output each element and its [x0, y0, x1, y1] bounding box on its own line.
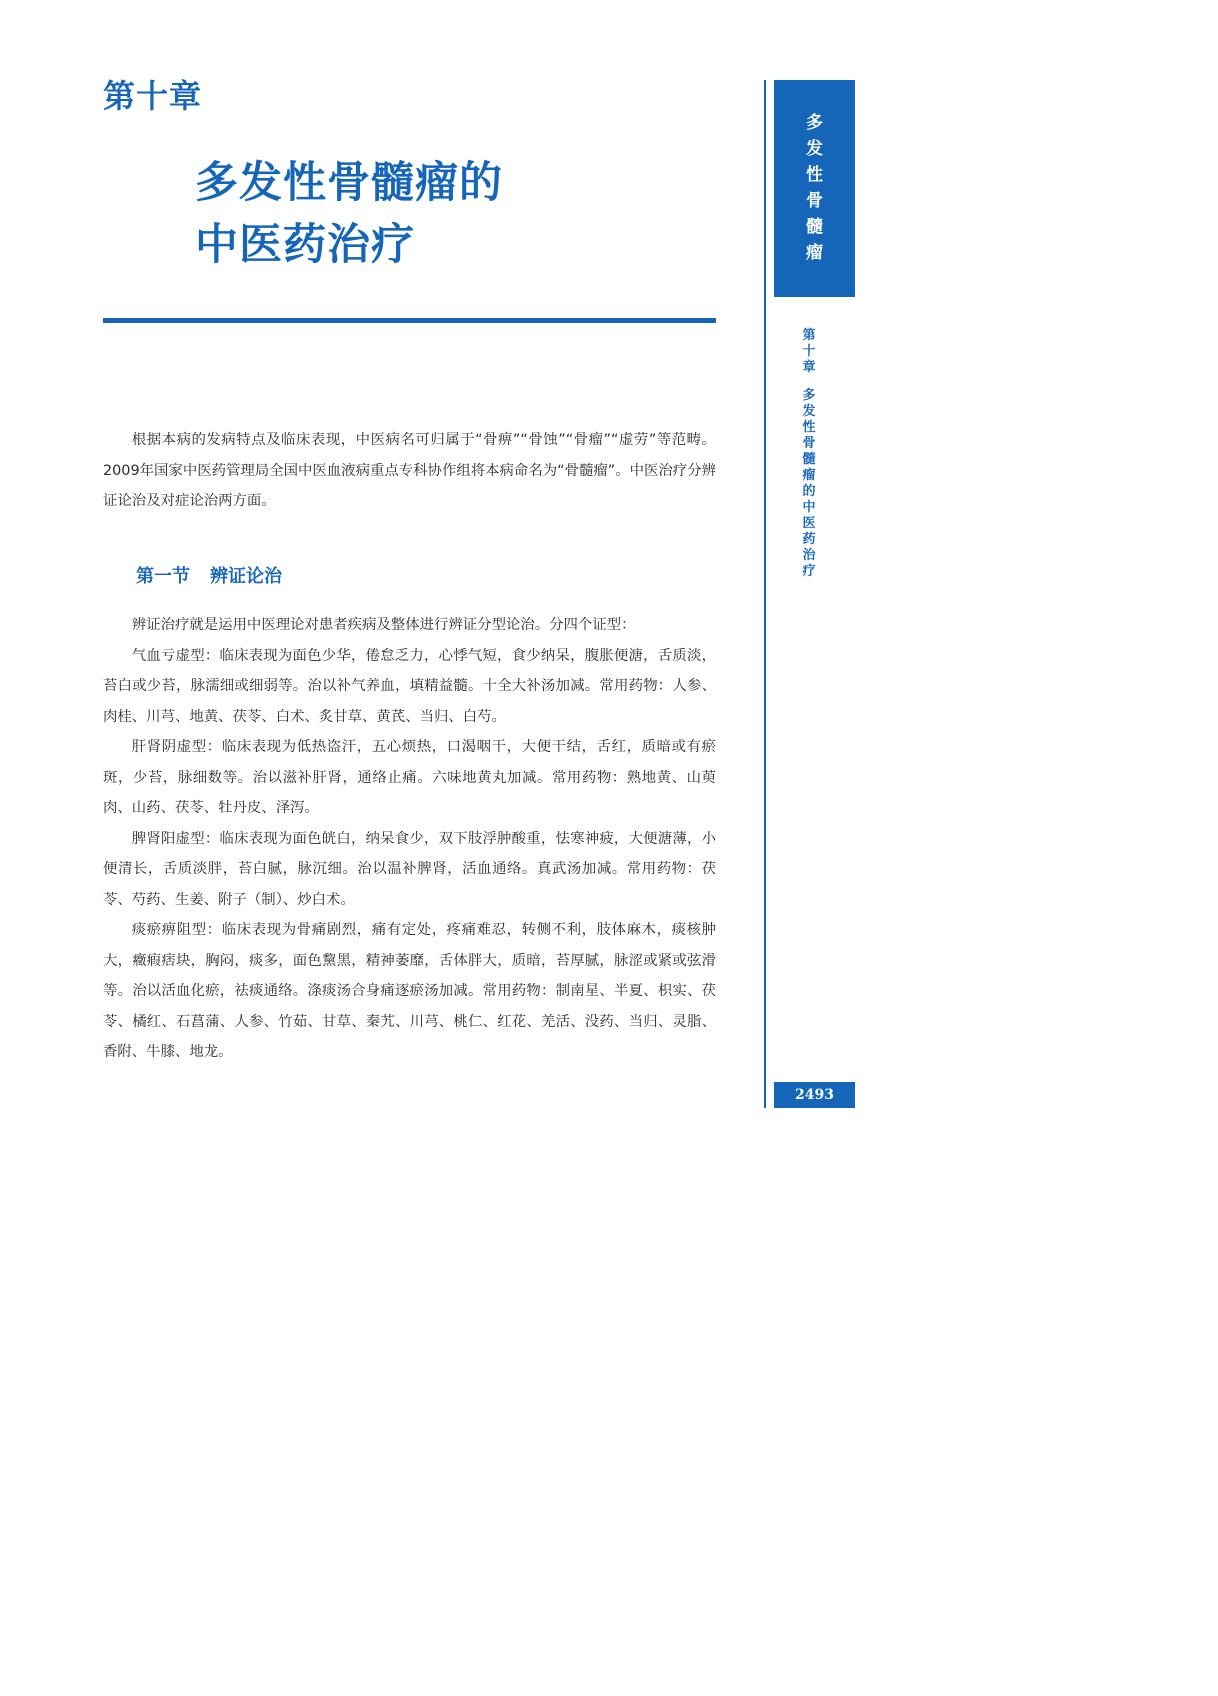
section-title: 辨证论治 — [210, 566, 282, 587]
section-number: 第一节 — [136, 566, 190, 587]
page-number-box — [774, 1082, 855, 1108]
intro-paragraph: 根据本病的发病特点及临床表现，中医病名可归属于“骨痹”“骨蚀”“骨瘤”“虚劳”等范畴。2009年国家中医药管理局全国中医血液病重点专科协作组将本病命名为“骨髓瘤”。中医治疗分辨证论治及对症论治两方面。 — [103, 432, 716, 509]
running-title-char: 性 — [802, 420, 816, 435]
intro-text — [103, 425, 716, 517]
sidebar-tab-char: 性 — [806, 165, 823, 185]
running-title-char: 发 — [802, 404, 816, 419]
chapter-title — [195, 152, 503, 276]
sidebar-tab-char: 发 — [806, 139, 823, 159]
section-paragraph-pishen: 脾肾阳虚型：临床表现为面色㿠白，纳呆食少，双下肢浮肿酸重，怯寒神疲，大便溏薄，小便清长，舌质淡胖，苔白腻，脉沉细。治以温补脾肾，活血通络。真武汤加减。常用药物：茯苓、芍药、生姜、附子（制）、炒白术。 — [103, 830, 716, 908]
running-title-char: 医 — [802, 516, 816, 531]
sidebar-tab-char: 骨 — [806, 191, 823, 211]
running-title-char: 药 — [802, 532, 816, 547]
running-title-char: 髓 — [802, 452, 816, 467]
title-divider — [103, 318, 716, 323]
section-paragraph-intro: 辨证治疗就是运用中医理论对患者疾病及整体进行辨证分型论治。分四个证型： — [131, 617, 636, 633]
running-header — [798, 328, 820, 580]
running-chapter-char: 十 — [802, 344, 816, 359]
sidebar-tab-char: 髓 — [806, 217, 823, 237]
running-chapter-char: 章 — [802, 360, 816, 375]
sidebar-tab-char: 瘤 — [806, 243, 823, 263]
running-title-char: 治 — [802, 548, 816, 563]
sidebar-tab — [774, 80, 855, 297]
sidebar-rule — [764, 80, 766, 1108]
chapter-title-line-1: 多发性骨髓瘤的 — [195, 158, 503, 208]
section-heading — [136, 562, 282, 592]
running-title-char: 的 — [802, 484, 816, 499]
section-paragraph-qixue: 气血亏虚型：临床表现为面色少华，倦怠乏力，心悸气短，食少纳呆，腹胀便溏，舌质淡，苔白或少苔，脉濡细或细弱等。治以补气养血，填精益髓。十全大补汤加减。常用药物：人参、肉桂、川芎、地黄、茯苓、白术、炙甘草、黄芪、当归、白芍。 — [103, 647, 716, 725]
running-title-char: 多 — [802, 388, 816, 403]
chapter-label: 第十章 — [103, 77, 203, 115]
running-title-char: 骨 — [802, 436, 816, 451]
running-title-char: 中 — [802, 500, 816, 515]
running-title-char: 瘤 — [802, 468, 816, 483]
page-number: 2493 — [795, 1087, 834, 1103]
section-paragraph-tanyu: 痰瘀痹阻型：临床表现为骨痛剧烈，痛有定处，疼痛难忍，转侧不利，肢体麻木，痰核肿大，癥瘕痞块，胸闷，痰多，面色黧黑，精神萎靡，舌体胖大，质暗，苔厚腻，脉涩或紧或弦滑等。治以活血化瘀，祛痰通络。涤痰汤合身痛逐瘀汤加减。常用药物：制南星、半夏、枳实、茯苓、橘红、石菖蒲、人参、竹茹、甘草、秦艽、川芎、桃仁、红花、羌活、没药、当归、灵脂、香附、牛膝、地龙。 — [103, 922, 716, 1060]
running-title-char: 疗 — [802, 564, 816, 579]
section-paragraph-ganshen: 肝肾阴虚型：临床表现为低热盗汗，五心烦热，口渴咽干，大便干结，舌红，质暗或有瘀斑，少苔，脉细数等。治以滋补肝肾，通络止痛。六味地黄丸加减。常用药物：熟地黄、山萸肉、山药、茯苓、牡丹皮、泽泻。 — [103, 739, 716, 816]
sidebar-tab-char: 多 — [806, 113, 823, 133]
chapter-title-line-2: 中医药治疗 — [195, 220, 415, 270]
running-chapter-char: 第 — [802, 328, 816, 343]
section-body — [103, 610, 716, 1068]
